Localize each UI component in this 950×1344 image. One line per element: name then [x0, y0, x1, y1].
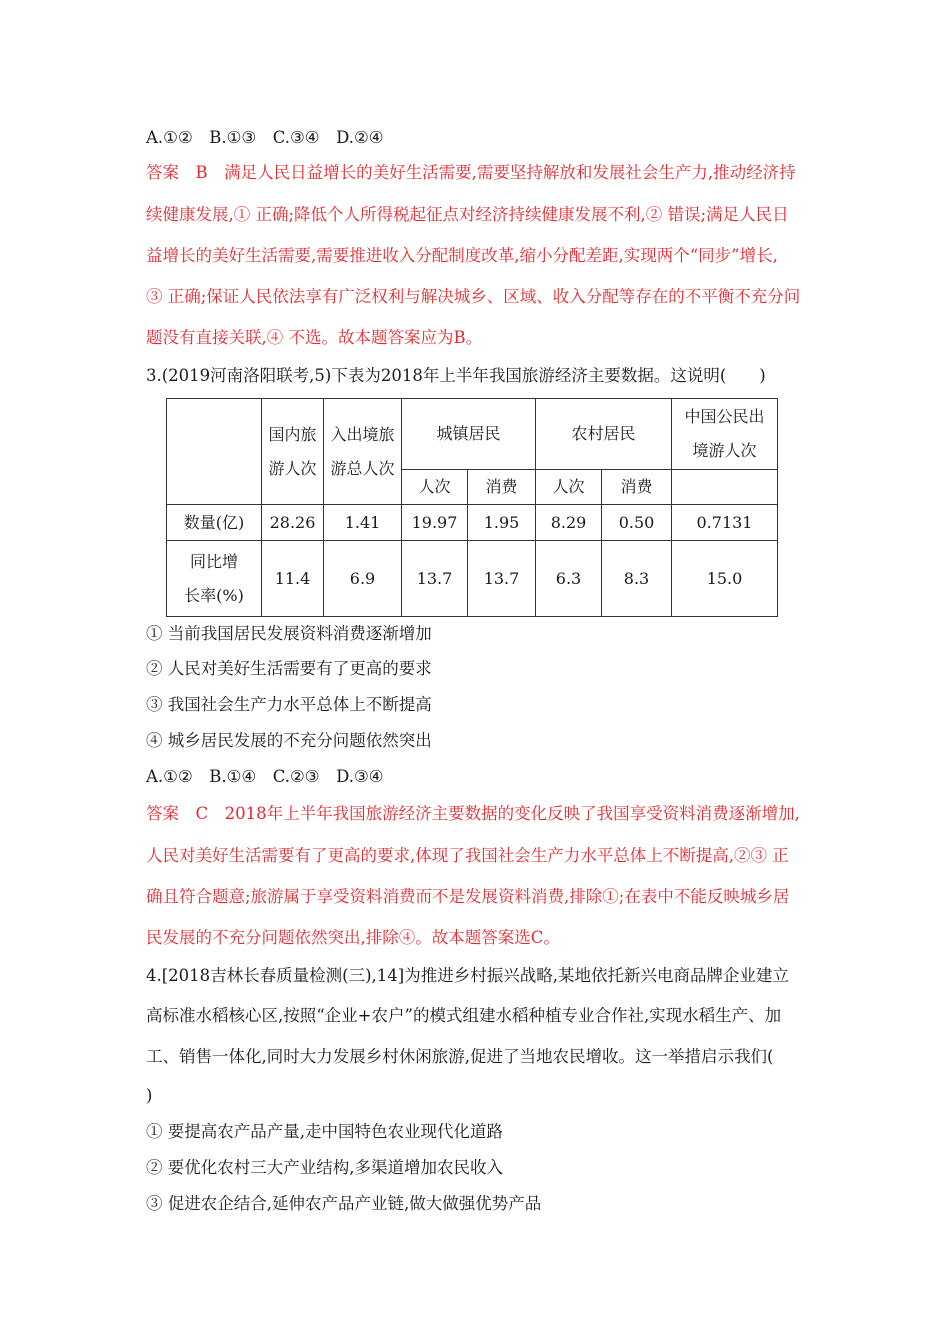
- q2-answer-line: 益增长的美好生活需要,需要推进收入分配制度改革,缩小分配差距,实现两个“同步”增长,: [146, 246, 778, 265]
- q4-stem-line: 高标准水稻核心区,按照“企业+农户”的模式组建水稻种植专业合作社,实现水稻生产、加: [146, 1006, 782, 1025]
- q3-item: ③ 我国社会生产力水平总体上不断提高: [146, 695, 432, 714]
- q4-item: ① 要提高农产品产量,走中国特色农业现代化道路: [146, 1122, 503, 1141]
- q4-stem-line: ): [146, 1086, 153, 1105]
- sub-header-rural-trips: 人次: [536, 470, 602, 505]
- table-cell: 19.97: [402, 505, 468, 541]
- table-cell: 28.26: [262, 505, 324, 541]
- sub-header-rural-spend: 消费: [602, 470, 672, 505]
- table-cell: 1.41: [324, 505, 402, 541]
- header-outbound-trips: [672, 399, 778, 470]
- table-row: [167, 541, 778, 617]
- table-cell: 13.7: [402, 541, 468, 617]
- table-cell: 13.7: [468, 541, 536, 617]
- q3-answer-line: 民发展的不充分问题依然突出,排除④。故本题答案选C。: [146, 928, 560, 947]
- table-cell: 15.0: [672, 541, 778, 617]
- q4-stem-line: 4.[2018吉林长春质量检测(三),14]为推进乡村振兴战略,某地依托新兴电商品牌企业建立: [146, 966, 789, 985]
- header-line: 入出境旅: [330, 424, 395, 444]
- row-label-quantity: 数量(亿): [167, 505, 262, 541]
- q2-options: A.①② B.①③ C.③④ D.②④: [146, 128, 384, 147]
- table-cell: 0.7131: [672, 505, 778, 541]
- q4-stem-line: 工、销售一体化,同时大力发展乡村休闲旅游,促进了当地农民增收。这一举措启示我们(: [146, 1047, 774, 1066]
- header-domestic-trips: [262, 399, 324, 505]
- q4-item: ③ 促进农企结合,延伸农产品产业链,做大做强优势产品: [146, 1194, 542, 1213]
- header-inbound-outbound-trips: [324, 399, 402, 505]
- table-corner-cell: [167, 399, 262, 505]
- q3-item: ④ 城乡居民发展的不充分问题依然突出: [146, 731, 432, 750]
- q3-options: A.①② B.①④ C.②③ D.③④: [146, 767, 384, 786]
- tourism-data-table: [166, 398, 778, 617]
- header-rural-residents: 农村居民: [536, 399, 672, 470]
- table-cell: 11.4: [262, 541, 324, 617]
- q3-answer-line: 确且符合题意;旅游属于享受资料消费而不是发展资料消费,排除①;在表中不能反映城乡居: [146, 887, 790, 906]
- q3-answer-line: 答案 C 2018年上半年我国旅游经济主要数据的变化反映了我国享受资料消费逐渐增加,: [146, 804, 800, 823]
- header-line: 游人次: [268, 458, 317, 478]
- q2-answer-line: 题没有直接关联,④ 不选。故本题答案应为B。: [146, 328, 483, 347]
- row-label-growth-rate: [167, 541, 262, 617]
- table-cell: 8.29: [536, 505, 602, 541]
- q3-item: ① 当前我国居民发展资料消费逐渐增加: [146, 624, 432, 643]
- header-urban-residents: 城镇居民: [402, 399, 536, 470]
- table-cell: 8.3: [602, 541, 672, 617]
- table-cell: 1.95: [468, 505, 536, 541]
- row-label-line: 长率(%): [184, 585, 244, 605]
- table-cell: 6.9: [324, 541, 402, 617]
- table-row: [167, 505, 778, 541]
- sub-header-urban-trips: 人次: [402, 470, 468, 505]
- row-label-line: 同比增: [189, 551, 238, 571]
- q2-answer-line: 续健康发展,① 正确;降低个人所得税起征点对经济持续健康发展不利,② 错误;满足人民日: [146, 205, 789, 224]
- table-cell: 6.3: [536, 541, 602, 617]
- q2-answer-line: ③ 正确;保证人民依法享有广泛权利与解决城乡、区域、收入分配等存在的不平衡不充分问: [146, 287, 801, 306]
- header-line: 境游人次: [692, 441, 757, 460]
- sub-header-urban-spend: 消费: [468, 470, 536, 505]
- q3-stem: 3.(2019河南洛阳联考,5)下表为2018年上半年我国旅游经济主要数据。这说明( ): [146, 366, 766, 385]
- q3-answer-line: 人民对美好生活需要有了更高的要求,体现了我国社会生产力水平总体上不断提高,②③ 正: [146, 846, 789, 865]
- q4-item: ② 要优化农村三大产业结构,多渠道增加农民收入: [146, 1158, 503, 1177]
- sub-header-empty: [672, 470, 778, 505]
- q2-answer-line: 答案 B 满足人民日益增长的美好生活需要,需要坚持解放和发展社会生产力,推动经济持: [146, 163, 796, 182]
- header-line: 国内旅: [268, 424, 317, 444]
- table-cell: 0.50: [602, 505, 672, 541]
- header-line: 游总人次: [330, 458, 395, 478]
- header-line: 中国公民出: [684, 407, 765, 426]
- q3-item: ② 人民对美好生活需要有了更高的要求: [146, 659, 432, 678]
